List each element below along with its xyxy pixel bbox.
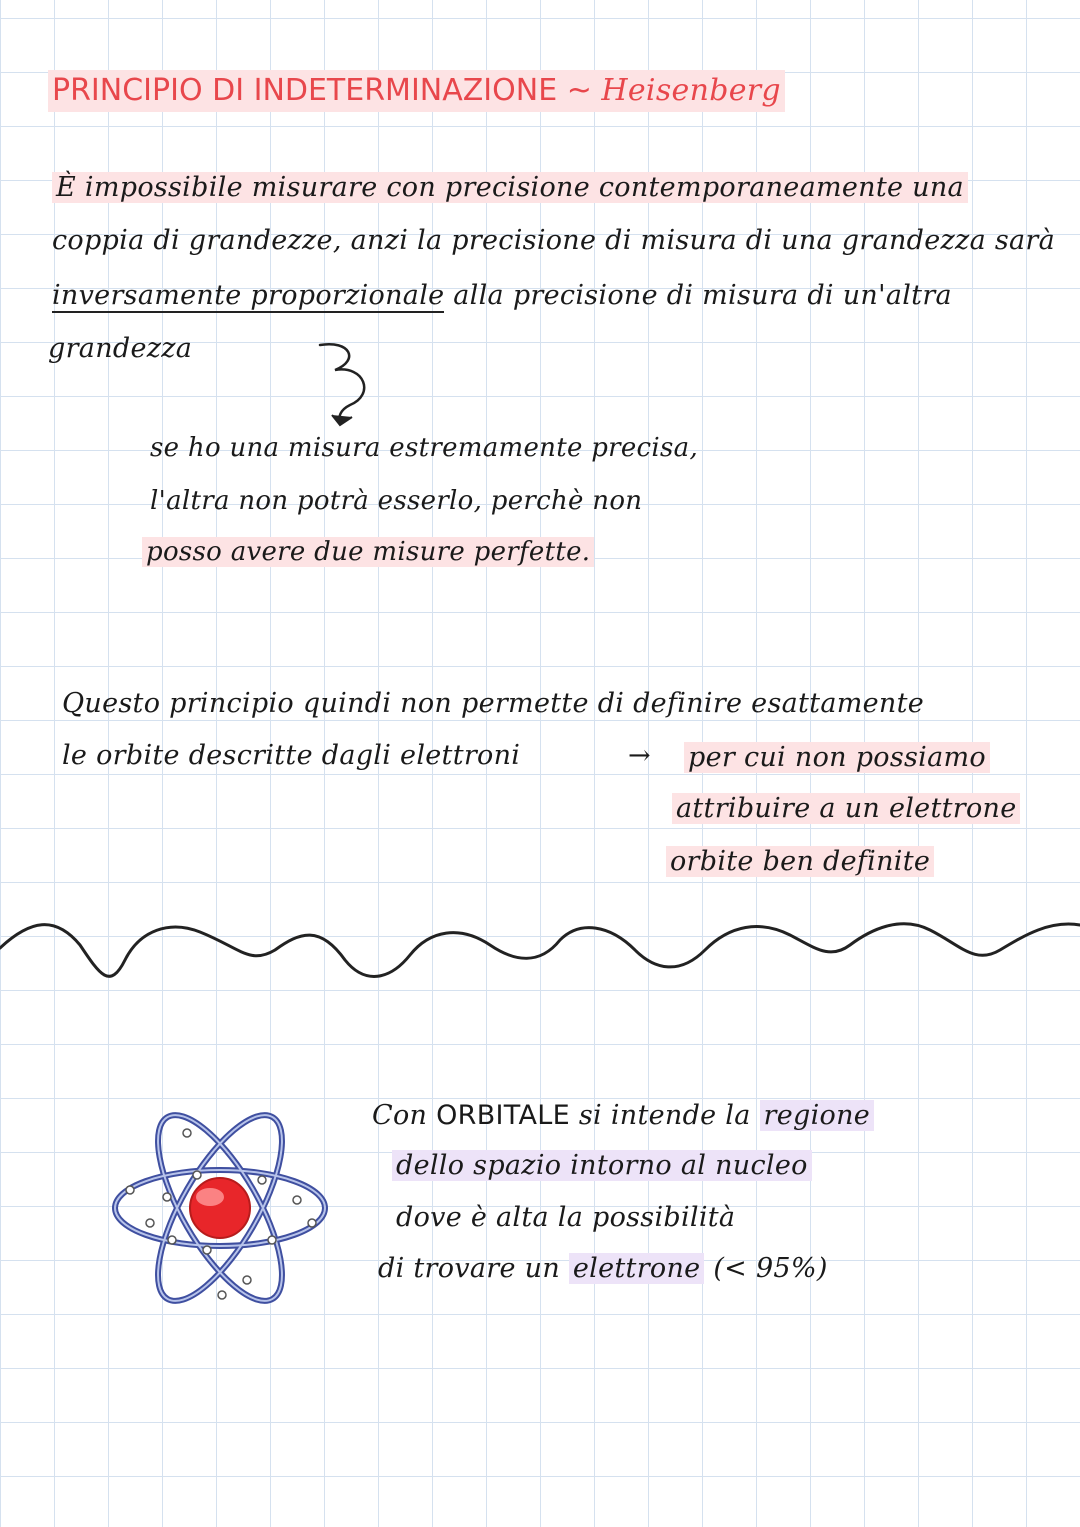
underlined-phrase: inversamente proporzionale xyxy=(52,280,445,311)
orbitale-line3: dove è alta la possibilità xyxy=(396,1202,736,1233)
paragraph2-line4: orbite ben definite xyxy=(666,846,934,877)
page-title xyxy=(48,70,785,112)
paragraph2-line3: attribuire a un elettrone xyxy=(672,793,1020,824)
paragraph2-line2-right: per cui non possiamo xyxy=(684,742,990,773)
note-line3: posso avere due misure perfette. xyxy=(142,537,594,567)
paragraph1-line2: coppia di grandezze, anzi la precisione di misura di una grandezza sarà xyxy=(52,225,1056,256)
curly-arrow-icon xyxy=(310,335,390,435)
orbitale-line2: dello spazio intorno al nucleo xyxy=(392,1150,812,1181)
note-line2: l'altra non potrà esserlo, perchè non xyxy=(150,486,643,516)
title-separator: ~ xyxy=(566,73,592,108)
title-author: Heisenberg xyxy=(601,73,781,108)
paragraph1-line1: È impossibile misurare con precisione contemporaneamente una xyxy=(52,172,968,203)
note-line1: se ho una misura estremamente precisa, xyxy=(150,433,699,463)
paragraph1-line4: grandezza xyxy=(48,333,193,364)
paragraph2-line2-left: le orbite descritte dagli elettroni xyxy=(62,740,521,771)
orbitale-line1: Con ORBITALE si intende la regione xyxy=(372,1100,874,1131)
paragraph2-arrow-icon: → xyxy=(628,740,651,771)
atom-icon xyxy=(112,1105,332,1315)
paragraph2-line1: Questo principio quindi non permette di definire esattamente xyxy=(62,688,925,719)
orbitale-line4: di trovare un elettrone (< 95%) xyxy=(378,1253,828,1284)
title-main: PRINCIPIO DI INDETERMINAZIONE xyxy=(52,73,558,108)
paragraph1-line3: inversamente proporzionale alla precisione di misura di un'altra xyxy=(52,280,952,311)
wavy-divider xyxy=(0,920,1080,1000)
